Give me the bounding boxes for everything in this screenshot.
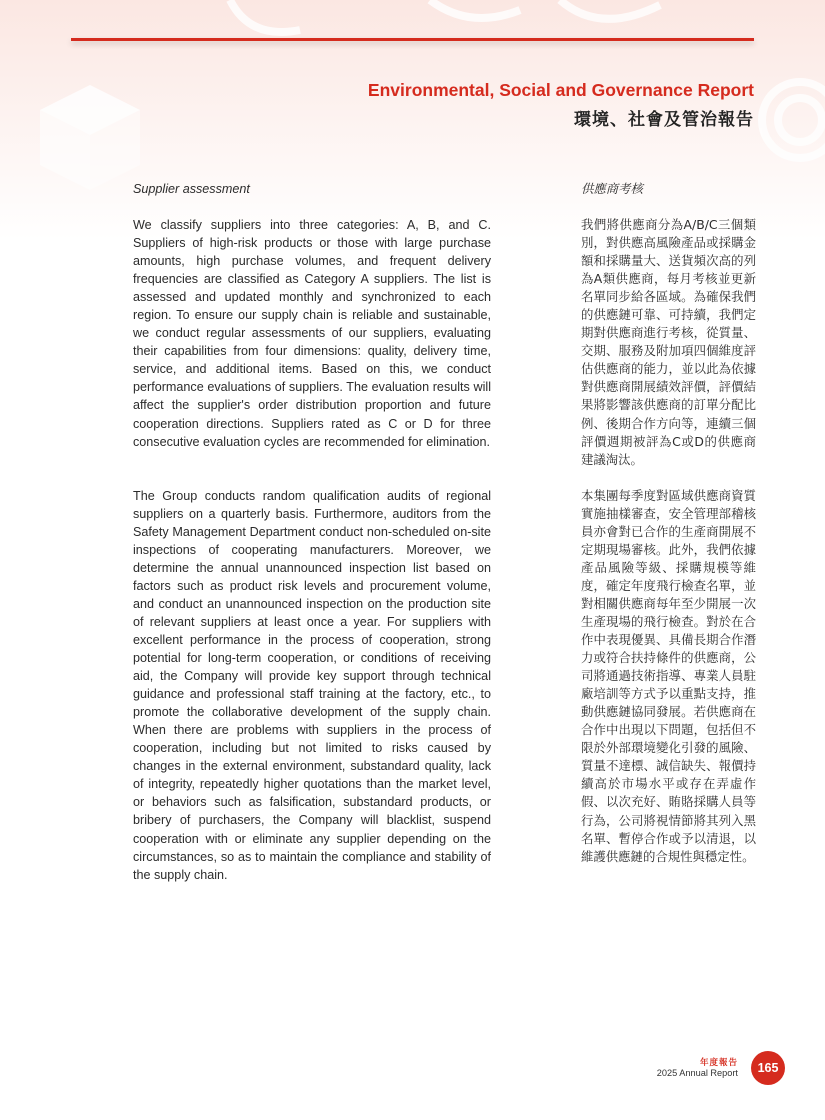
footer-label-en: 2025 Annual Report	[656, 1068, 738, 1078]
section-title-en: Supplier assessment	[133, 182, 250, 196]
paragraph-zh-1: 我們將供應商分為A/B/C三個類別，對供應高風險產品或採購金額和採購量大、送貨頻次高的列為A類供應商，每月考核並更新名單同步給各區域。為確保我們的供應鏈可靠、可持續，我們定期對供應商進行考核，從質量、交期、服務及附加項四個維度評估供應商的能力，並以此為依據對供應商開展績效評價，評價結果將影響該供應商的訂單分配比例、後期合作方向等，連續三個評價週期被評為C或D的供應商建議淘汰。	[581, 217, 756, 467]
chinese-column	[581, 180, 756, 866]
paragraph-en-1: We classify suppliers into three categories: A, B, and C. Suppliers of high-risk products or those with large purchase amounts, high purchase volumes, and frequent delivery frequencies are classified as Category A suppliers. The list is assessed and updated monthly and synchronized to each region. To ensure our supply chain is reliable and sustainable, we conduct regular assessments of our suppliers, evaluating their capabilities from four dimensions: quality, delivery time, service, and additional items. Based on this, we conduct performance evaluations of suppliers. The evaluation results will affect the supplier's order distribution proportion and future cooperation directions. Suppliers rated as C or D for three consecutive evaluation cycles are recommended for elimination.	[133, 218, 491, 449]
paragraph-en-2: The Group conducts random qualification audits of regional suppliers on a quarterly basis. Furthermore, auditors from the Safety Management Department conduct non-scheduled on-site inspections of cooperating manufacturers. Moreover, we determine the annual unannounced inspection list based on factors such as product risk levels and procurement volume, and conduct an unannounced inspection on the production site of relevant suppliers at least once a year. For suppliers with excellent performance in the process of cooperation, strong potential for long-term cooperation, or conditions of receiving aid, the Company will provide key support through technical guidance and professional staff training at the factory, etc., to promote the collaborative development of the supply chain. When there are problems with suppliers in the process of cooperation, including but not limited to risks caused by changes in the external environment, substandard quality, lack of integrity, repeatedly higher quotations than the market level, or behaviors such as falsification, substandard products, or bribery of purchasers, the Company will blacklist, suspend cooperation with or eliminate any supplier depending on the circumstances, so as to maintain the compliance and stability of the supply chain.	[133, 488, 491, 882]
page-number: 165	[751, 1051, 785, 1085]
paragraph-zh-2: 本集團每季度對區域供應商資質實施抽樣審查，安全管理部稽核員亦會對已合作的生產商開展不定期現場審核。此外，我們依據產品風險等級、採購規模等維度，確定年度飛行檢查名單，並對相關供應商每年至少開展一次生產現場的飛行檢查。對於在合作中表現優異、具備長期合作潛力或符合扶持條件的供應商，公司將通過技術指導、專業人員駐廠培訓等方式予以重點支持，推動供應鏈協同發展。若供應商在合作中出現以下問題，包括但不限於外部環境變化引發的風險、質量不達標、誠信缺失、報價持續高於市場水平或存在弄虛作假、以次充好、賄賂採購人員等行為，公司將視情節將其列入黑名單、暫停合作或予以清退，以維護供應鏈的合規性與穩定性。	[581, 487, 756, 864]
report-title-zh: 環境、社會及管治報告	[574, 110, 754, 130]
footer-label-zh: 年度報告	[699, 1058, 738, 1068]
english-column	[133, 180, 491, 884]
report-title-en: Environmental, Social and Governance Report	[367, 80, 754, 100]
section-title-zh: 供應商考核	[581, 181, 643, 196]
header-rule	[71, 38, 754, 41]
